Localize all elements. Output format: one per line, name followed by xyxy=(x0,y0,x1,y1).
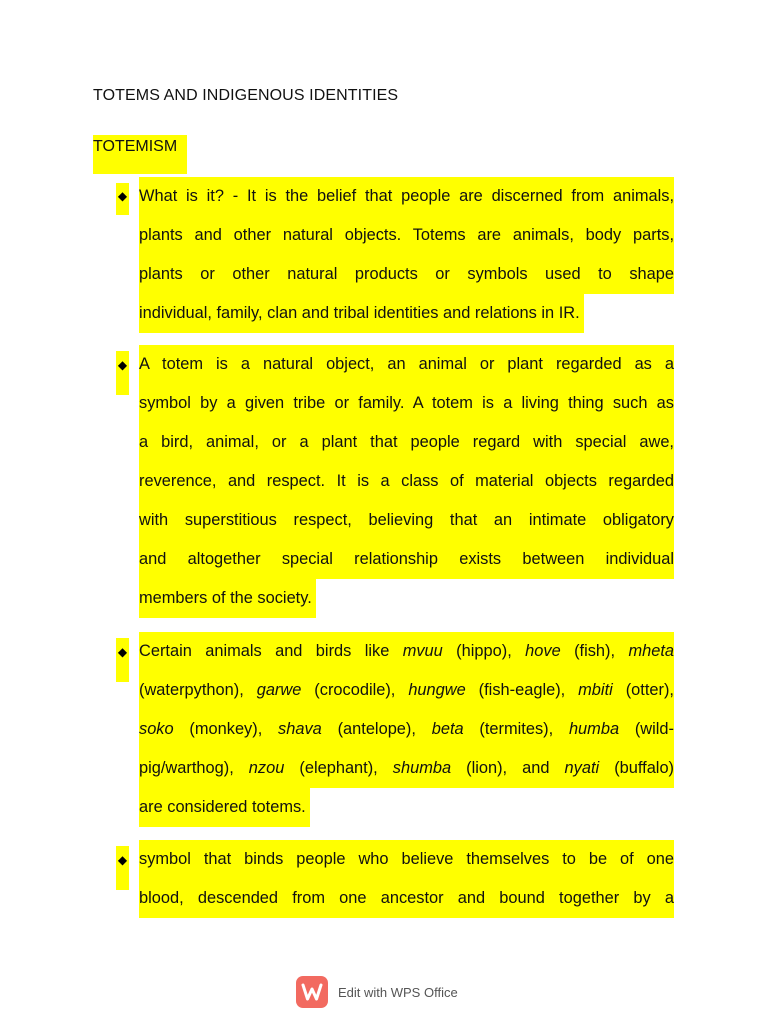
wps-edit-label[interactable]: Edit with WPS Office xyxy=(338,984,458,1000)
text-line: symbol that binds people who believe themselves to be of one xyxy=(139,840,674,879)
bullet-text xyxy=(139,177,674,338)
diamond-bullet-icon: ◆ xyxy=(116,183,129,215)
text-line: soko (monkey), shava (antelope), beta (termites), humba (wild- xyxy=(139,710,674,749)
bullet-text xyxy=(139,632,674,832)
text-line: Certain animals and birds like mvuu (hippo), hove (fish), mheta xyxy=(139,632,674,671)
bullet-text xyxy=(139,345,674,623)
bullet-text xyxy=(139,840,674,918)
text-line: a bird, animal, or a plant that people regard with special awe, xyxy=(139,423,674,462)
text-line: plants and other natural objects. Totems are animals, body parts, xyxy=(139,216,674,255)
text-line: blood, descended from one ancestor and bound together by a xyxy=(139,879,674,918)
text-line: are considered totems. xyxy=(139,788,310,827)
document-title: TOTEMS AND INDIGENOUS IDENTITIES xyxy=(93,87,399,104)
text-line: individual, family, clan and tribal identities and relations in IR. xyxy=(139,294,584,333)
diamond-bullet-icon: ◆ xyxy=(116,846,129,890)
text-line: plants or other natural products or symbols used to shape xyxy=(139,255,674,294)
text-line: members of the society. xyxy=(139,579,316,618)
text-line: with superstitious respect, believing that an intimate obligatory xyxy=(139,501,674,540)
diamond-bullet-icon: ◆ xyxy=(116,351,129,395)
text-line: What is it? - It is the belief that people are discerned from animals, xyxy=(139,177,674,216)
text-line: reverence, and respect. It is a class of material objects regarded xyxy=(139,462,674,501)
wps-edit-banner[interactable] xyxy=(296,976,458,1008)
text-line: A totem is a natural object, an animal or plant regarded as a xyxy=(139,345,674,384)
text-line: and altogether special relationship exists between individual xyxy=(139,540,674,579)
diamond-bullet-icon: ◆ xyxy=(116,638,129,682)
section-heading: TOTEMISM xyxy=(93,135,187,174)
text-line: (waterpython), garwe (crocodile), hungwe (fish-eagle), mbiti (otter), xyxy=(139,671,674,710)
text-line: symbol by a given tribe or family. A totem is a living thing such as xyxy=(139,384,674,423)
text-line: pig/warthog), nzou (elephant), shumba (lion), and nyati (buffalo) xyxy=(139,749,674,788)
wps-office-logo-icon xyxy=(296,976,328,1008)
